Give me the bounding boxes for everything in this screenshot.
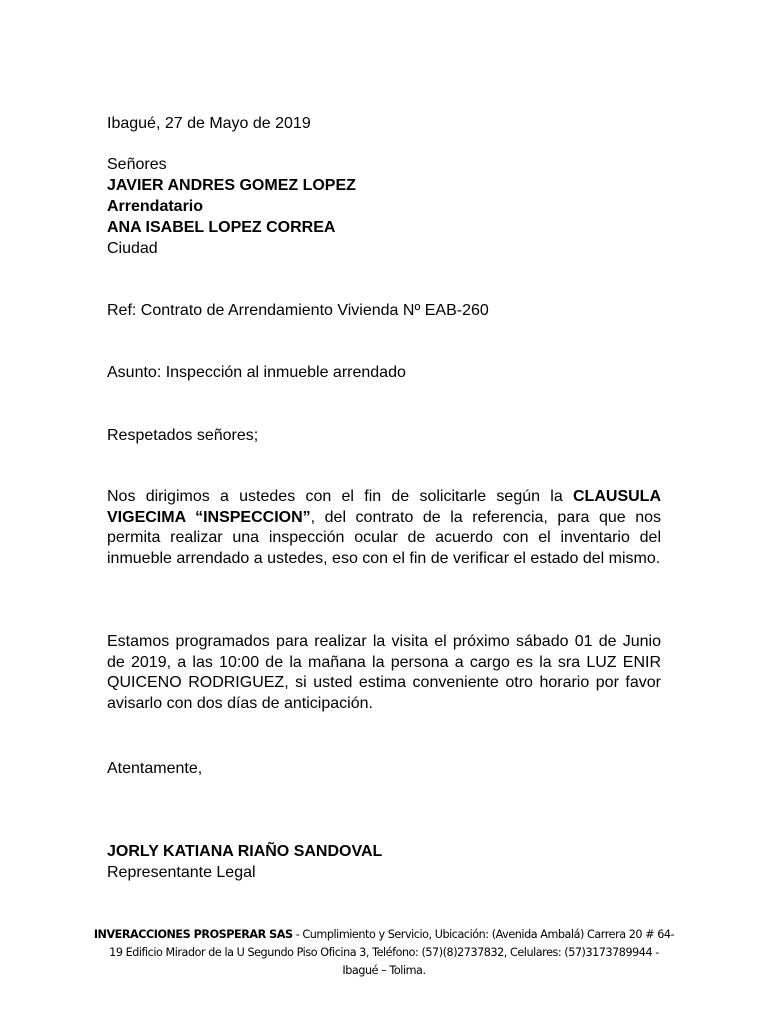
greeting-line: Respetados señores; [107, 427, 259, 444]
salutation-senores: Señores [107, 156, 167, 173]
recipient-name-1: JAVIER ANDRES GOMEZ LOPEZ [107, 177, 356, 194]
body-paragraph-1-part-2: , del contrato de la referencia, para que nos permita realizar una inspección ocular de acuerdo con el inventario del inmueble arrendado a ustedes, eso con el fin de verificar el estado del mismo. [107, 508, 662, 568]
body-paragraph-2: Estamos programados para realizar la visita el próximo sábado 01 de Junio de 2019, a las 10:00 de la mañana la persona a cargo es la sra LUZ ENIR QUICENO RODRIGUEZ, si usted estima conveniente otro horario por favor avisarlo con dos días de anticipación. [107, 633, 661, 713]
body-paragraph-1 [107, 487, 661, 570]
recipient-city: Ciudad [107, 240, 158, 257]
closing-line: Atentamente, [107, 760, 203, 777]
signer-title: Representante Legal [107, 864, 256, 881]
recipient-role-1: Arrendatario [107, 198, 204, 215]
recipient-name-2: ANA ISABEL LOPEZ CORREA [107, 219, 336, 236]
footer-company-info [90, 926, 678, 980]
footer-company-details: - Cumplimiento y Servicio, Ubicación: (Avenida Ambalá) Carrera 20 # 64- 19 Edificio Mirador de la U Segundo Piso Oficina 3, Teléfono: (57)(8)2737832, Celulares: (57)3173789944 - Ibagué – Tolima. [109, 928, 675, 977]
signer-name: JORLY KATIANA RIAÑO SANDOVAL [107, 843, 383, 860]
subject-line: Asunto: Inspección al inmueble arrendado [107, 364, 406, 381]
clause-name: CLAUSULA VIGECIMA “INSPECCION” [107, 488, 661, 526]
date-line: Ibagué, 27 de Mayo de 2019 [107, 115, 311, 132]
body-paragraph-1-part-1: Nos dirigimos a ustedes con el fin de solicitarle según la [107, 488, 573, 505]
reference-line: Ref: Contrato de Arrendamiento Vivienda Nº EAB-260 [107, 302, 489, 319]
footer-company-name: INVERACCIONES PROSPERAR SAS [93, 928, 293, 941]
